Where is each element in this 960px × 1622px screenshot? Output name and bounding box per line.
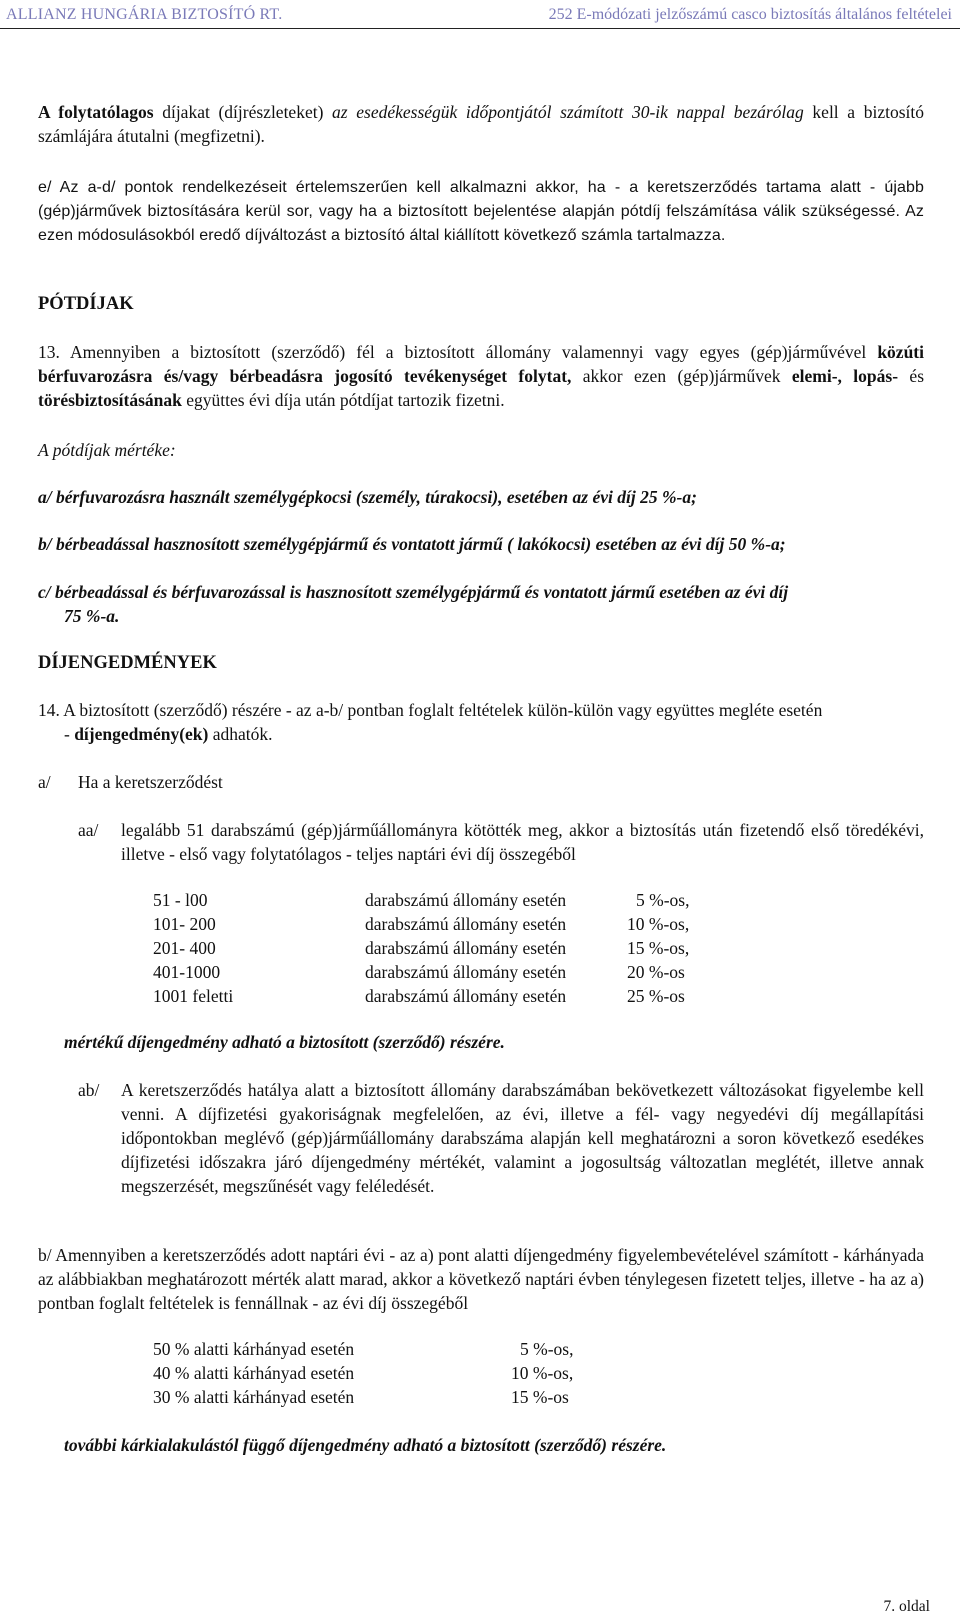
loss-ratio-note: további kárkialakulástól függő díjengedmény adható a biztosított (szerződő) részére. (64, 1435, 667, 1455)
item-ab-text: A keretszerződés hatálya alatt a biztosított állomány darabszámában bekövetkezett változásokat figyelembe kell venni. A díjfizetési gyakoriságnak megfelelően, az évi, illetve a fél- vagy negyedévi díj megállapítási időpontokban meglévő (gép)járműállomány darabszáma alapján kell meghatározni a soron következő esedékes díjfizetési időszakra járó díjengedmény mértékét, valamint a jogosultság változatlan meglétét, illetve annak megszerzését, megszűnését vagy feléledését. (121, 1080, 924, 1196)
fleet-size-cell: 201- 400 (153, 938, 216, 958)
document-title: 252 E-módózati jelzőszámú casco biztosítás általános feltételei (548, 6, 952, 23)
rates-title: A pótdíjak mértéke: (38, 440, 176, 460)
item-b-paragraph: b/ Amennyiben a keretszerződés adott naptári évi - az a) pont alatti díjengedmény figyelembevételével számított - kárhányada az alábbiakban meghatározott mérték alatt marad, akkor a következő naptári évben ténylegesen fizetett teljes, illetve - ha az a) pontban foglalt feltételek is fennállnak - az évi díj összegéből (38, 1245, 924, 1313)
fleet-discount-note: mértékű díjengedmény adható a biztosított (szerződő) részére. (64, 1032, 505, 1052)
table-row (153, 1385, 573, 1409)
rate-item-c-line1: c/ bérbeadással és bérfuvarozással is hasznosított személygépjármű és vontatott jármű esetében az évi díj (38, 582, 789, 602)
page-number: 7. oldal (883, 1598, 930, 1615)
discount-cell: 15 %-os, (627, 938, 690, 958)
fleet-size-cell: 401-1000 (153, 962, 221, 982)
table-row (153, 984, 689, 1008)
rate-item-b: b/ bérbeadással hasznosított személygépjármű és vontatott jármű ( lakókocsi) esetében az évi díj 50 %-a; (38, 534, 786, 554)
section-e-paragraph: e/ Az a-d/ pontok rendelkezéseit értelemszerűen kell alkalmazni akkor, ha - a keretszerződés tartama alatt - újabb (gép)járművek biztosítására kerül sor, vagy ha a biztosított bejelentése alapján pótdíj felszámítása válik szükségessé. Az ezen módosulásokból eredő díjváltozást a biztosító által kiállított következő számla tartalmazza. (38, 179, 924, 244)
dijengedmenyek-heading: DÍJENGEDMÉNYEK (38, 653, 217, 673)
paragraph-14-line1: 14. A biztosított (szerződő) részére - az a-b/ pontban foglalt feltételek külön-külön vagy együttes megléte esetén (38, 700, 823, 720)
loss-ratio-table (153, 1337, 573, 1409)
page-header (0, 0, 960, 29)
company-name: ALLIANZ HUNGÁRIA BIZTOSÍTÓ RT. (6, 6, 283, 23)
fleet-size-cell: 1001 feletti (153, 986, 234, 1006)
item-aa-label: aa/ (78, 820, 99, 840)
table-row (153, 936, 689, 960)
item-a-text: Ha a keretszerződést (78, 772, 223, 792)
fleet-discount-table (153, 888, 689, 1008)
rate-item-c-line2: 75 %-a. (64, 606, 120, 626)
table-row (153, 1361, 573, 1385)
fleet-size-cell: 101- 200 (153, 914, 216, 934)
item-aa-text: legalább 51 darabszámú (gép)járműállományra kötötték meg, akkor a biztosítás után fizetendő első töredékévi, illetve - első vagy folytatólagos - teljes naptári évi díj összegéből (121, 820, 924, 864)
condition-cell: darabszámú állomány esetén (365, 914, 567, 934)
discount-cell: 15 %-os (511, 1387, 569, 1407)
condition-cell: darabszámú állomány esetén (365, 962, 567, 982)
loss-ratio-cell: 40 % alatti kárhányad esetén (153, 1363, 355, 1383)
fleet-size-cell: 51 - l00 (153, 890, 208, 910)
potdijak-heading: PÓTDÍJAK (38, 294, 134, 314)
loss-ratio-cell: 30 % alatti kárhányad esetén (153, 1387, 355, 1407)
table-row (153, 888, 689, 912)
condition-cell: darabszámú állomány esetén (365, 890, 567, 910)
table-row (153, 1337, 573, 1361)
loss-ratio-cell: 50 % alatti kárhányad esetén (153, 1339, 355, 1359)
payment-deadline-paragraph: A folytatólagos díjakat (díjrészleteket) az esedékességük időpontjától számított 30-ik nappal bezárólag kell a biztosító számlájára átutalni (megfizetni). (38, 102, 924, 146)
table-row (153, 912, 689, 936)
paragraph-14-line2: - díjengedmény(ek) adhatók. (64, 724, 273, 744)
condition-cell: darabszámú állomány esetén (365, 938, 567, 958)
discount-cell: 5 %-os, (636, 890, 690, 910)
item-a-label: a/ (38, 772, 51, 792)
discount-cell: 10 %-os, (627, 914, 690, 934)
rate-item-a: a/ bérfuvarozásra használt személygépkocsi (személy, túrakocsi), esetében az évi díj 25 %-a; (38, 487, 697, 507)
discount-cell: 5 %-os, (520, 1339, 574, 1359)
discount-cell: 10 %-os, (511, 1363, 574, 1383)
condition-cell: darabszámú állomány esetén (365, 986, 567, 1006)
paragraph-13: 13. Amennyiben a biztosított (szerződő) fél a biztosított állomány valamennyi vagy egyes (gép)járművével közúti bérfuvarozásra és/vagy bérbeadásra jogosító tevékenységet folytat, akkor ezen (gép)járművek elemi-, lopás- és törésbiztosításának együttes évi díja után pótdíjat tartozik fizetni. (38, 342, 925, 410)
table-row (153, 960, 689, 984)
item-ab-label: ab/ (78, 1080, 100, 1100)
discount-cell: 20 %-os (627, 962, 685, 982)
discount-cell: 25 %-os (627, 986, 685, 1006)
